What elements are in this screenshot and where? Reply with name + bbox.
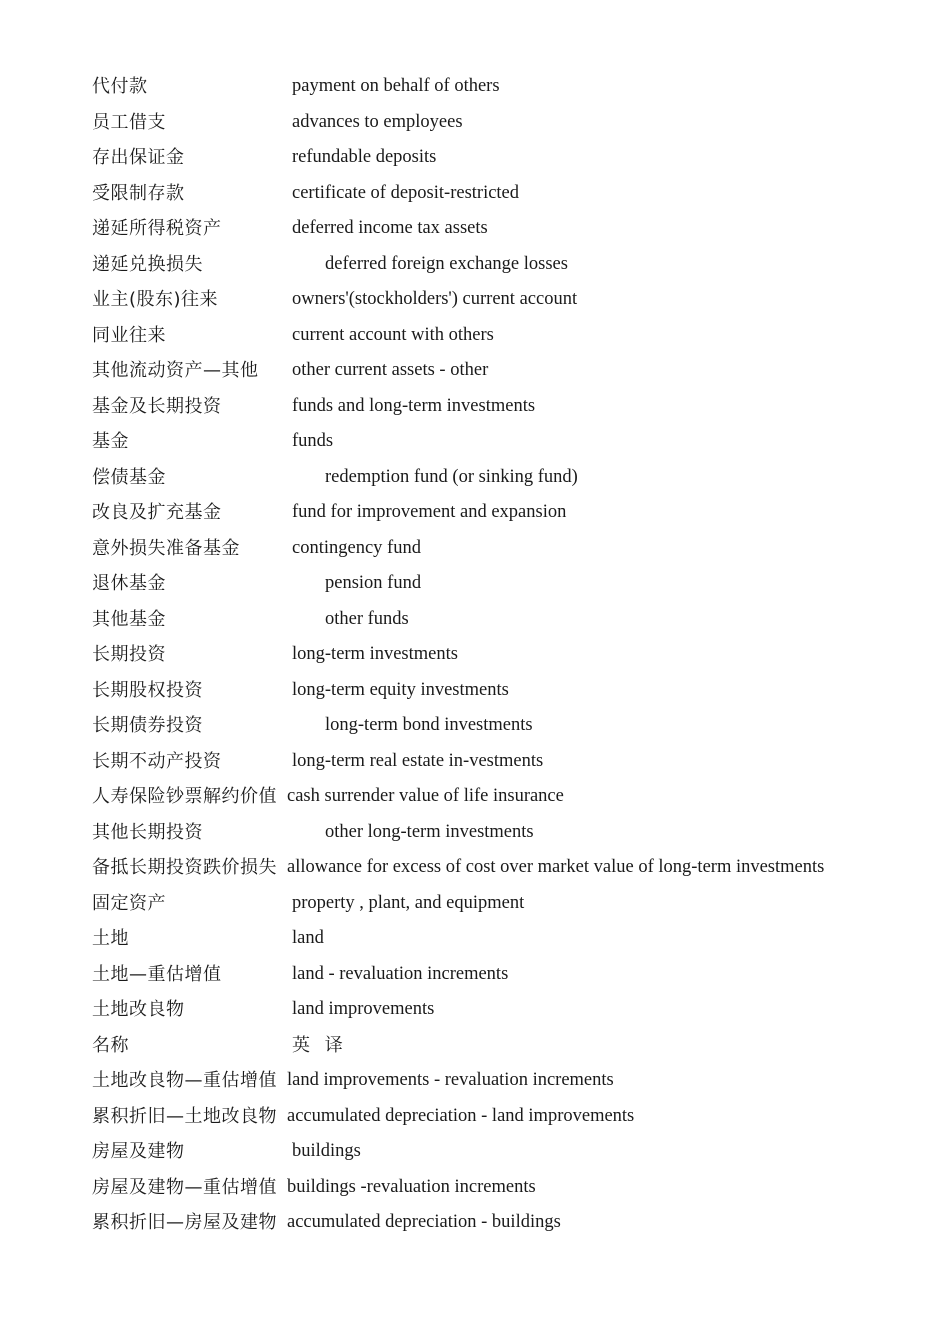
glossary-row — [92, 779, 912, 815]
term-english: funds and long-term investments — [292, 395, 536, 416]
glossary-row — [92, 105, 912, 141]
glossary-row — [92, 1134, 912, 1170]
glossary-row — [92, 1063, 912, 1099]
column-header-translation: 英 译 — [292, 1034, 344, 1056]
term-chinese: 长期债券投资 — [92, 715, 203, 736]
term-english: current account with others — [292, 324, 494, 345]
term-chinese: 长期股权投资 — [92, 679, 203, 701]
term-english: fund for improvement and expansion — [292, 502, 567, 522]
term-chinese: 存出保证金 — [92, 147, 185, 168]
term-english: certificate of deposit-restricted — [292, 182, 520, 203]
glossary-row — [92, 531, 912, 567]
glossary-header-row — [92, 1028, 912, 1064]
glossary-list — [92, 69, 912, 1241]
term-english: cash surrender value of life insurance — [287, 786, 564, 806]
term-english: pension fund — [325, 573, 422, 593]
term-chinese: 代付款 — [92, 76, 148, 97]
term-english: long-term real estate in-vestments — [292, 750, 544, 771]
glossary-row — [92, 389, 912, 425]
term-chinese: 固定资产 — [92, 892, 166, 914]
glossary-row — [92, 921, 912, 957]
term-english: other long-term investments — [325, 821, 534, 842]
term-english: owners'(stockholders') current account — [292, 289, 578, 309]
term-english: other current assets - other — [292, 360, 489, 380]
term-chinese: 偿债基金 — [92, 466, 166, 488]
term-english: allowance for excess of cost over market value of long-term investments — [287, 857, 825, 877]
term-english: deferred foreign exchange losses — [325, 253, 568, 274]
term-chinese: 递延兑换损失 — [92, 253, 203, 275]
term-chinese: 退休基金 — [92, 573, 166, 594]
term-english: redemption fund (or sinking fund) — [325, 466, 578, 487]
term-chinese: 土地 — [92, 928, 129, 949]
term-chinese: 累积折旧—房屋及建物 — [92, 1212, 277, 1233]
glossary-row — [92, 1205, 912, 1241]
term-chinese: 房屋及建物 — [92, 1141, 185, 1162]
term-chinese: 其他流动资产—其他 — [92, 360, 259, 381]
glossary-row — [92, 69, 912, 105]
term-english: payment on behalf of others — [292, 76, 500, 96]
glossary-row — [92, 744, 912, 780]
term-chinese: 土地改良物—重估增值 — [92, 1070, 277, 1091]
term-chinese: 备抵长期投资跌价损失 — [92, 857, 277, 878]
term-english: buildings — [292, 1141, 361, 1161]
term-chinese: 土地改良物 — [92, 999, 185, 1020]
term-chinese: 长期投资 — [92, 644, 166, 665]
term-chinese: 累积折旧—土地改良物 — [92, 1105, 277, 1127]
glossary-row — [92, 140, 912, 176]
term-english: land — [292, 928, 324, 948]
term-english: deferred income tax assets — [292, 218, 488, 238]
glossary-row — [92, 673, 912, 709]
term-english: contingency fund — [292, 537, 421, 558]
glossary-row — [92, 176, 912, 212]
term-english: land improvements — [292, 999, 435, 1019]
term-chinese: 其他长期投资 — [92, 821, 203, 843]
column-header-name: 名称 — [92, 1034, 129, 1056]
glossary-row — [92, 602, 912, 638]
term-chinese: 同业往来 — [92, 324, 166, 346]
term-english: long-term equity investments — [292, 679, 509, 700]
glossary-row — [92, 318, 912, 354]
glossary-row — [92, 460, 912, 496]
glossary-row — [92, 495, 912, 531]
term-english: land - revaluation increments — [292, 963, 509, 984]
glossary-row — [92, 282, 912, 318]
term-chinese: 改良及扩充基金 — [92, 502, 222, 523]
term-english: other funds — [325, 608, 409, 629]
term-chinese: 基金 — [92, 431, 129, 452]
term-english: long-term investments — [292, 644, 458, 664]
glossary-row — [92, 247, 912, 283]
glossary-row — [92, 1099, 912, 1135]
term-english: refundable deposits — [292, 147, 437, 167]
term-chinese: 意外损失准备基金 — [92, 537, 240, 559]
term-english: advances to employees — [292, 111, 463, 132]
term-english: buildings -revaluation increments — [287, 1176, 536, 1197]
glossary-row — [92, 850, 912, 886]
term-chinese: 受限制存款 — [92, 182, 185, 204]
glossary-row — [92, 211, 912, 247]
term-english: accumulated depreciation - land improvements — [287, 1105, 635, 1126]
glossary-row — [92, 886, 912, 922]
term-chinese: 人寿保险钞票解约价值 — [92, 786, 277, 807]
glossary-row — [92, 637, 912, 673]
glossary-row — [92, 992, 912, 1028]
term-chinese: 递延所得税资产 — [92, 218, 222, 239]
term-chinese: 土地—重估增值 — [92, 963, 222, 985]
glossary-row — [92, 353, 912, 389]
glossary-row — [92, 708, 912, 744]
term-english: property , plant, and equipment — [292, 892, 525, 913]
glossary-row — [92, 566, 912, 602]
term-chinese: 长期不动产投资 — [92, 750, 222, 772]
glossary-row — [92, 1170, 912, 1206]
term-english: funds — [292, 431, 334, 451]
term-chinese: 业主(股东)往来 — [92, 289, 219, 310]
glossary-row — [92, 424, 912, 460]
term-english: accumulated depreciation - buildings — [287, 1212, 561, 1232]
term-chinese: 基金及长期投资 — [92, 395, 222, 417]
term-english: long-term bond investments — [325, 715, 533, 735]
term-chinese: 房屋及建物—重估增值 — [92, 1176, 277, 1198]
term-chinese: 员工借支 — [92, 111, 166, 133]
term-chinese: 其他基金 — [92, 608, 166, 630]
term-english: land improvements - revaluation increments — [287, 1070, 614, 1090]
glossary-row — [92, 957, 912, 993]
glossary-row — [92, 815, 912, 851]
